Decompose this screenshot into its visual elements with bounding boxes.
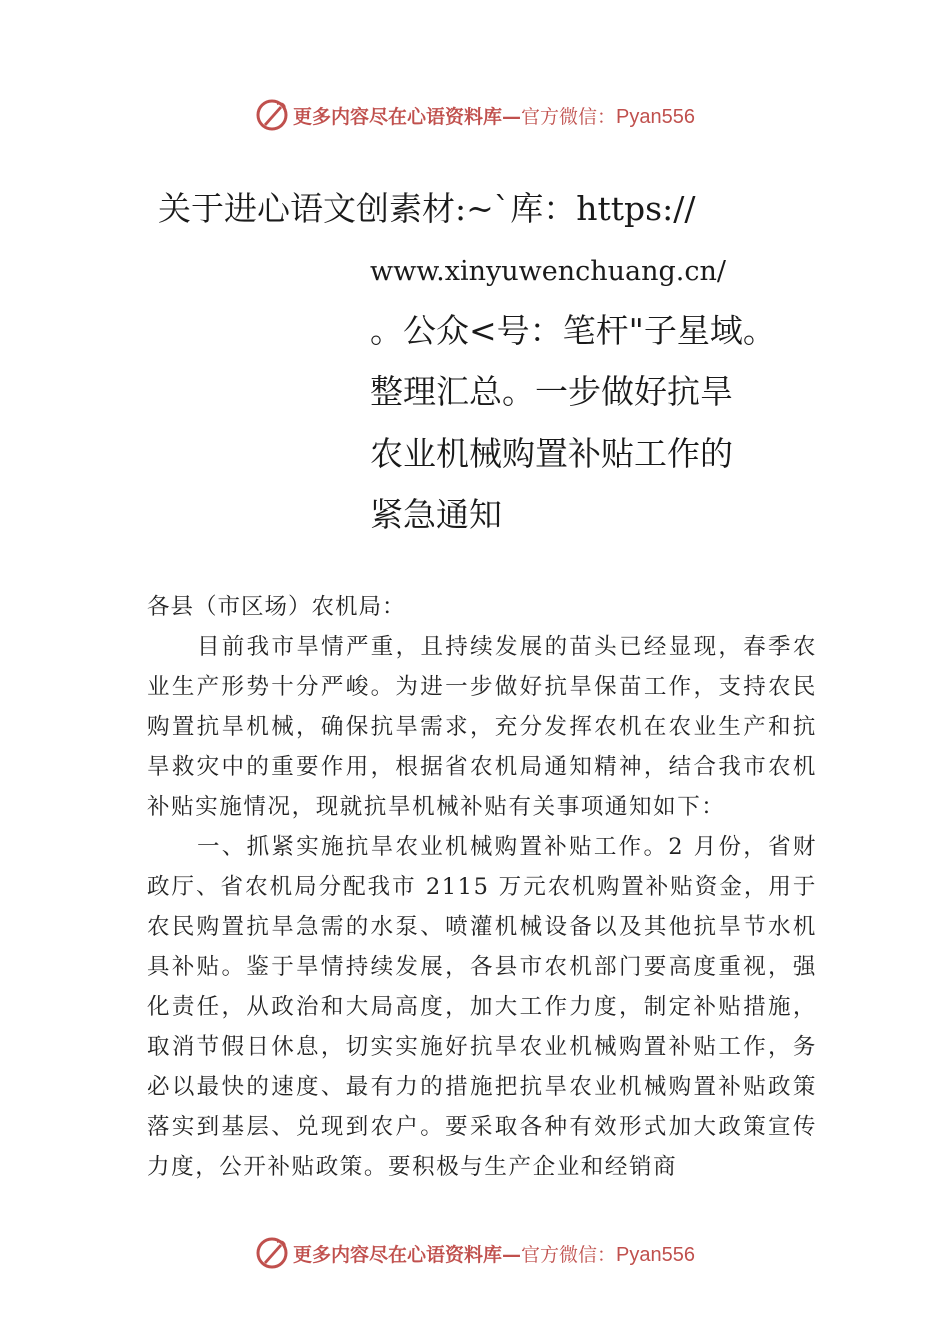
title-line-2: www.xinyuwenchuang.cn/: [370, 256, 726, 287]
title-line-4: 整理汇总。一步做好抗旱: [370, 372, 733, 411]
header-banner: [0, 95, 950, 135]
banner-text: [293, 102, 695, 129]
quill-logo-icon: [255, 1236, 289, 1270]
banner-wechat-label: 官方微信：: [521, 1243, 617, 1266]
paragraph-2: 一、抓紧实施抗旱农业机械购置补贴工作。2 月份，省财政厅、省农机局分配我市 2115 万元农机购置补贴资金，用于农民购置抗旱急需的水泵、喷灌机械设备以及其他抗旱节水机具补贴。鉴于旱情持续发展，各县市农机部门要高度重视，强化责任，从政治和大局高度，加大工作力度，制定补贴措施，取消节假日休息，切实实施好抗旱农业机械购置补贴工作，务必以最快的速度、最有力的措施把抗旱农业机械购置补贴政策落实到基层、兑现到农户。要采取各种有效形式加大政策宣传力度，公开补贴政策。要积极与生产企业和经销商: [147, 834, 817, 1180]
banner-wechat-id: Pyan556: [616, 105, 695, 128]
banner-wechat-label: 官方微信：: [521, 105, 617, 128]
banner-wechat-id: Pyan556: [616, 1243, 695, 1266]
document-body: [147, 587, 817, 1187]
paragraph-1: 目前我市旱情严重，且持续发展的苗头已经显现，春季农业生产形势十分严峻。为进一步做好抗旱保苗工作，支持农民购置抗旱机械，确保抗旱需求，充分发挥农机在农业生产和抗旱救灾中的重要作用，根据省农机局通知精神，结合我市农机补贴实施情况，现就抗旱机械补贴有关事项通知如下：: [147, 634, 817, 820]
banner-lead: 更多内容尽在心语资料库: [293, 105, 503, 128]
title-line-3: 。公众<号：笔杆"子星域。: [370, 311, 776, 350]
banner-lead: 更多内容尽在心语资料库: [293, 1243, 503, 1266]
title-line-6: 紧急通知: [370, 495, 502, 534]
banner-dash: —: [502, 105, 522, 128]
title-line-5: 农业机械购置补贴工作的: [370, 434, 733, 473]
quill-logo-icon: [255, 98, 289, 132]
footer-banner: [0, 1233, 950, 1273]
banner-dash: —: [502, 1243, 522, 1266]
banner-text: [293, 1240, 695, 1267]
title-line-1: 关于进心语文创素材:~`库：https://: [158, 189, 696, 228]
greeting: 各县（市区场）农机局：: [147, 594, 406, 620]
